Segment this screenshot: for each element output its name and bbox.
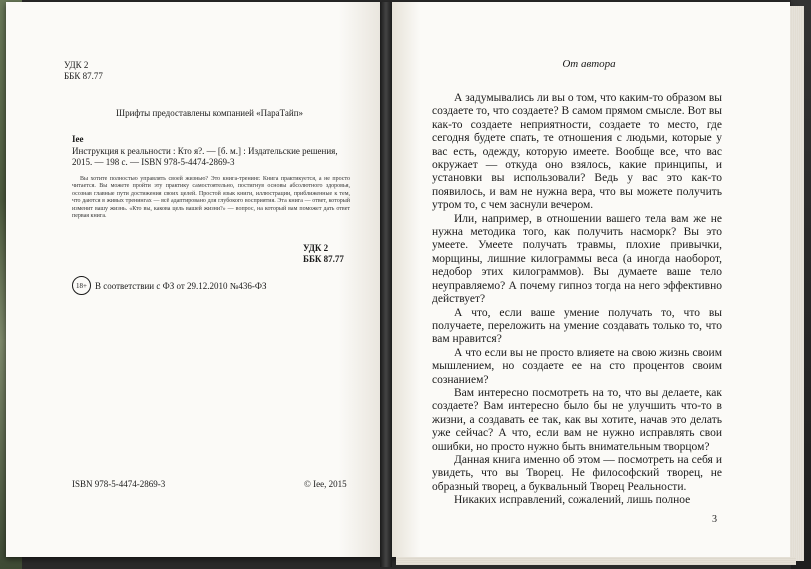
fonts-note: Шрифты предоставлены компанией «ПараТайп» (116, 108, 304, 118)
section-title: От автора (562, 58, 616, 70)
paragraph: А что, если ваше умение получать то, что вы получаете, переложить на умение создавать только то, что вам нравится? (432, 306, 722, 346)
bbk-code: ББК 87.77 (64, 71, 103, 81)
annotation: Вы хотите полностью управлять своей жизнью? Это книга-тренинг. Книга практикуется, а не просто читается. Вы можете пройти эту практику самостоятельно, постигнув основы абсолютного здоровья, осознав главные пути достижения своих целей. Простой язык книги, иллюстрации, приближенные к тем, что даются в живых тренингах — всё адаптировано для глубокого восприятия. Эта книга — ответ, который изменит вашу жизнь. «Кто вы, какова цель вашей жизни?» — вопрос, на который вам поможет дать ответ первая книга. (72, 176, 350, 220)
page-number: 3 (712, 514, 717, 525)
paragraph: Вам интересно посмотреть на то, что вы делаете, как создаете? Вам интересно было бы не улучшить что-то в жизни, а создавать ее так, как вы хотите, начав это делать уже сейчас? А что, если вам не нужно исправлять свои ошибки, но просто нужно быть внимательным творцом? (432, 386, 722, 453)
udk-code: УДК 2 (303, 243, 329, 253)
paragraph: Данная книга именно об этом — посмотреть на себя и увидеть, что вы Творец. Не философский творец, не образный творец, а буквальный Творец Реальности. (432, 453, 722, 493)
paragraph: А что если вы не просто влияете на свою жизнь своим мышлением, но создаете ее на сто процентов своим сознанием? (432, 346, 722, 386)
paragraph: Никаких исправлений, сожалений, лишь полное (454, 494, 691, 507)
bbk-code: ББК 87.77 (303, 254, 344, 264)
bibliographic-record: Инструкция к реальности : Кто я?. — [б. м.] : Издательские решения, 2015. — 198 с. — ISBN 978-5-4474-2869-3 (72, 146, 338, 167)
page-bottom-edge (396, 557, 796, 565)
age-rating-badge: 18+ (72, 276, 91, 295)
book-spine (380, 2, 392, 567)
body-text (432, 92, 722, 508)
open-book (6, 2, 806, 567)
udk-code: УДК 2 (64, 60, 89, 70)
udk-block-bottom (303, 243, 344, 265)
udk-block-top (64, 60, 103, 82)
paragraph: А задумывались ли вы о том, что каким-то образом вы создаете то, что создаете? В самом прямом смысле. Вот вы как-то создаете неприятности, создаете то место, где сегодня будете спать, те отношения с людьми, которые у вас есть, одежду, которую имеете. Вообще все, что вас окружает — откуда оно взялось, какие принципы, и установки вы использовали? Ведь у вас это как-то появилось, и вам не нужна вера, что вы можете получить утром то, с чем заснули вечером. (432, 92, 722, 212)
page-edge-stack (790, 6, 804, 561)
age-rating-row (72, 276, 267, 295)
isbn: ISBN 978-5-4474-2869-3 (72, 479, 166, 489)
law-reference: В соответствии с ФЗ от 29.12.2010 №436-ФЗ (95, 280, 267, 291)
left-page (6, 2, 384, 557)
paragraph: Или, например, в отношении вашего тела вам же не нужна методика того, как получить насморк? Вы это умеете. Умеете получать травмы, плохие привычки, морщины, лишние килограммы веса (а иногда наоборот, недобор этих килограммов). Вы думаете ваше тело неуправляемо? А почему гипноз тогда на него эффективно действует? (432, 212, 722, 306)
author-name: Iee (72, 134, 84, 144)
copyright: © Iee, 2015 (304, 479, 347, 489)
